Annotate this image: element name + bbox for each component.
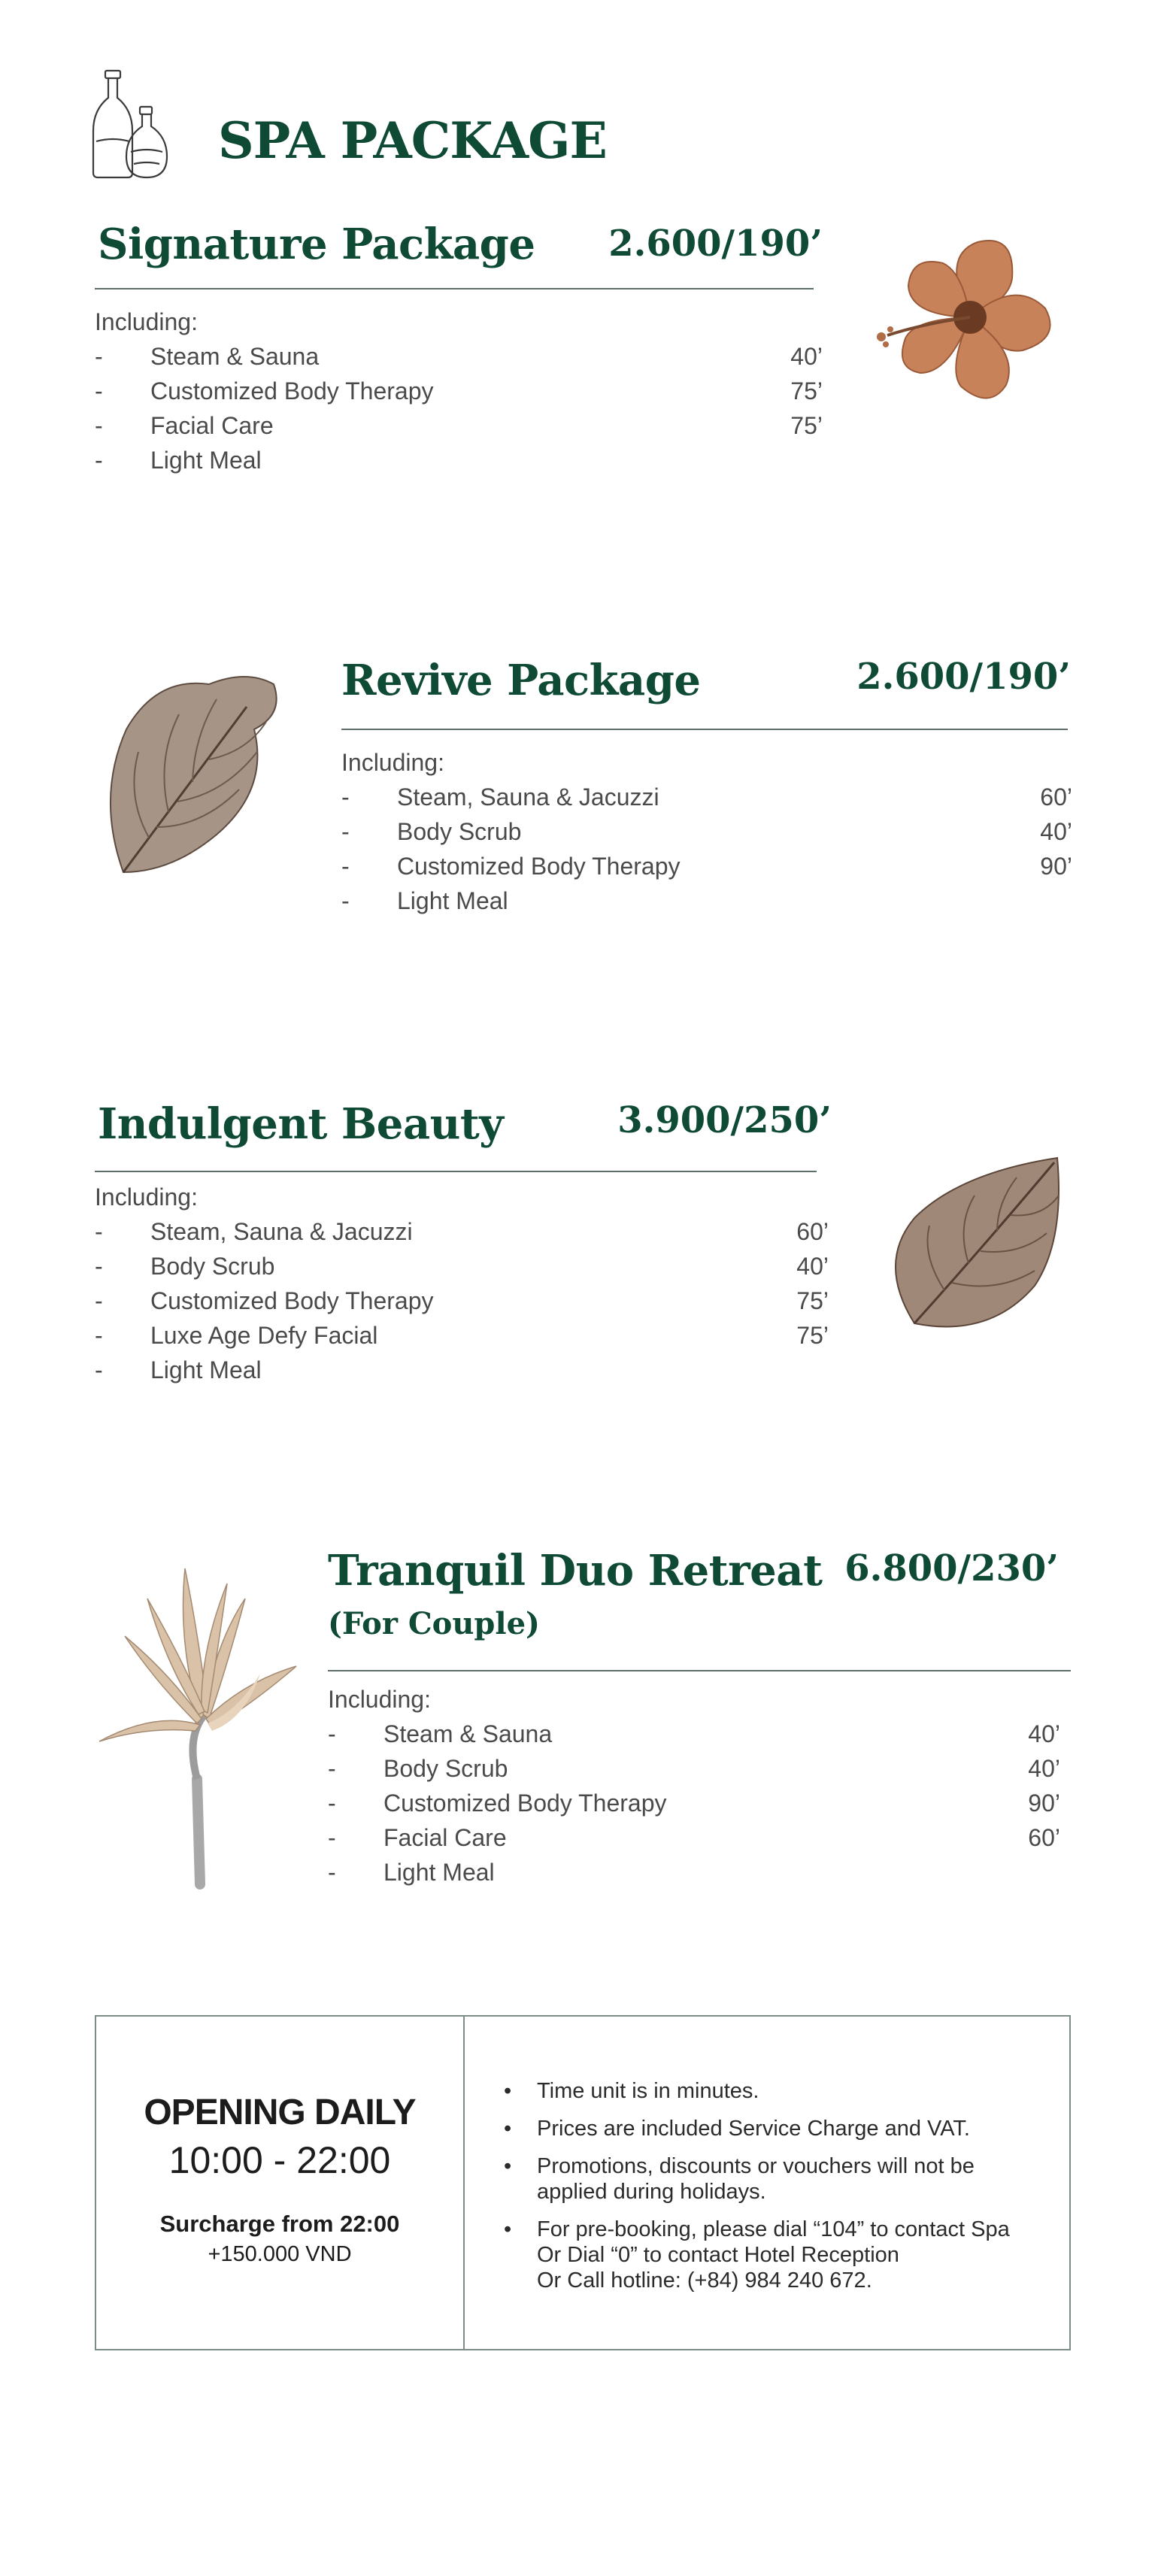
package-title: Indulgent Beauty [98,1099,504,1149]
note-item: • For pre-booking, please dial “104” to contact Spa Or Dial “0” to contact Hotel Reception Or Call hotline: (+84) 984 240 672. [502,2217,1059,2293]
package-price: 3.900/250’ [617,1099,832,1141]
treatment-name: Steam & Sauna [150,343,320,370]
list-item: - Facial Care 60’ [328,1824,1060,1851]
info-box [95,2015,1071,2350]
treatment-name: Facial Care [150,412,274,439]
package-title: Tranquil Duo Retreat [328,1546,823,1596]
list-item: - Steam, Sauna & Jacuzzi 60’ [95,1218,829,1245]
treatment-name: Body Scrub [383,1755,508,1782]
treatment-duration: 40’ [796,1253,829,1280]
opening-title: OPENING DAILY [144,2093,416,2132]
divider-line [328,1670,1071,1671]
leaf-illustration [96,662,292,880]
package-price: 6.800/230’ [844,1547,1059,1590]
package-title: Revive Package [341,656,701,705]
treatment-name: Steam, Sauna & Jacuzzi [150,1218,413,1245]
including-label: Including: [328,1686,431,1713]
including-label: Including: [95,1183,198,1211]
treatment-duration: 90’ [1028,1790,1060,1817]
list-item: - Customized Body Therapy 75’ [95,1287,829,1314]
treatment-duration: 75’ [796,1322,829,1349]
divider-line [341,729,1068,730]
surcharge-amount: +150.000 VND [208,2242,352,2266]
list-item: - Light Meal [328,1859,495,1886]
list-item: - Customized Body Therapy 75’ [95,377,823,405]
list-item: - Customized Body Therapy 90’ [341,853,1072,880]
treatment-duration: 90’ [1040,853,1072,880]
list-item: - Customized Body Therapy 90’ [328,1790,1060,1817]
treatment-duration: 40’ [1040,818,1072,845]
info-divider [463,2017,465,2349]
treatment-list [341,783,1072,922]
list-item: - Steam, Sauna & Jacuzzi 60’ [341,783,1072,811]
treatment-list [328,1720,1060,1893]
treatment-name: Light Meal [397,887,508,914]
treatment-duration: 75’ [790,412,823,439]
list-item: - Luxe Age Defy Facial 75’ [95,1322,829,1349]
treatment-name: Steam, Sauna & Jacuzzi [397,783,659,811]
leaf-illustration [884,1150,1072,1338]
treatment-duration: 60’ [1028,1824,1060,1851]
treatment-name: Steam & Sauna [383,1720,553,1747]
opening-hours: 10:00 - 22:00 [168,2139,391,2181]
treatment-list [95,1218,829,1391]
list-item: - Light Meal [341,887,508,914]
treatment-duration: 75’ [796,1287,829,1314]
treatment-duration: 75’ [790,377,823,405]
treatment-name: Light Meal [150,1356,262,1383]
package-title: Signature Package [98,220,535,269]
treatment-duration: 40’ [1028,1755,1060,1782]
treatment-name: Body Scrub [397,818,522,845]
surcharge-title: Surcharge from 22:00 [159,2211,400,2237]
page-title: SPA PACKAGE [218,111,607,170]
treatment-name: Customized Body Therapy [397,853,681,880]
note-item: • Prices are included Service Charge and VAT. [502,2116,1059,2141]
hibiscus-illustration [865,226,1068,414]
including-label: Including: [95,308,198,335]
treatment-duration: 40’ [790,343,823,370]
list-item: - Light Meal [95,447,262,474]
treatment-duration: 60’ [796,1218,829,1245]
oil-bottles-icon [89,68,171,180]
list-item: - Body Scrub 40’ [95,1253,829,1280]
treatment-name: Facial Care [383,1824,507,1851]
list-item: - Body Scrub 40’ [341,818,1072,845]
list-item: - Facial Care 75’ [95,412,823,439]
treatment-name: Customized Body Therapy [383,1790,667,1817]
treatment-name: Body Scrub [150,1253,275,1280]
treatment-name: Customized Body Therapy [150,1287,434,1314]
list-item: - Steam & Sauna 40’ [95,343,823,370]
note-item: • Promotions, discounts or vouchers will not be applied during holidays. [502,2153,1059,2205]
treatment-list [95,343,823,481]
treatment-name: Light Meal [150,447,262,474]
package-price: 2.600/190’ [608,223,823,265]
treatment-name: Luxe Age Defy Facial [150,1322,378,1349]
divider-line [95,1171,817,1172]
treatment-name: Customized Body Therapy [150,377,434,405]
including-label: Including: [341,749,444,776]
package-subtitle: (For Couple) [328,1606,540,1641]
list-item: - Steam & Sauna 40’ [328,1720,1060,1747]
bird-of-paradise-illustration [95,1553,305,1892]
note-item: • Time unit is in minutes. [502,2078,1059,2104]
treatment-duration: 40’ [1028,1720,1060,1747]
notes-list [502,2078,1059,2305]
list-item: - Body Scrub 40’ [328,1755,1060,1782]
treatment-duration: 60’ [1040,783,1072,811]
treatment-name: Light Meal [383,1859,495,1886]
divider-line [95,288,814,289]
package-price: 2.600/190’ [856,656,1071,698]
list-item: - Light Meal [95,1356,262,1383]
